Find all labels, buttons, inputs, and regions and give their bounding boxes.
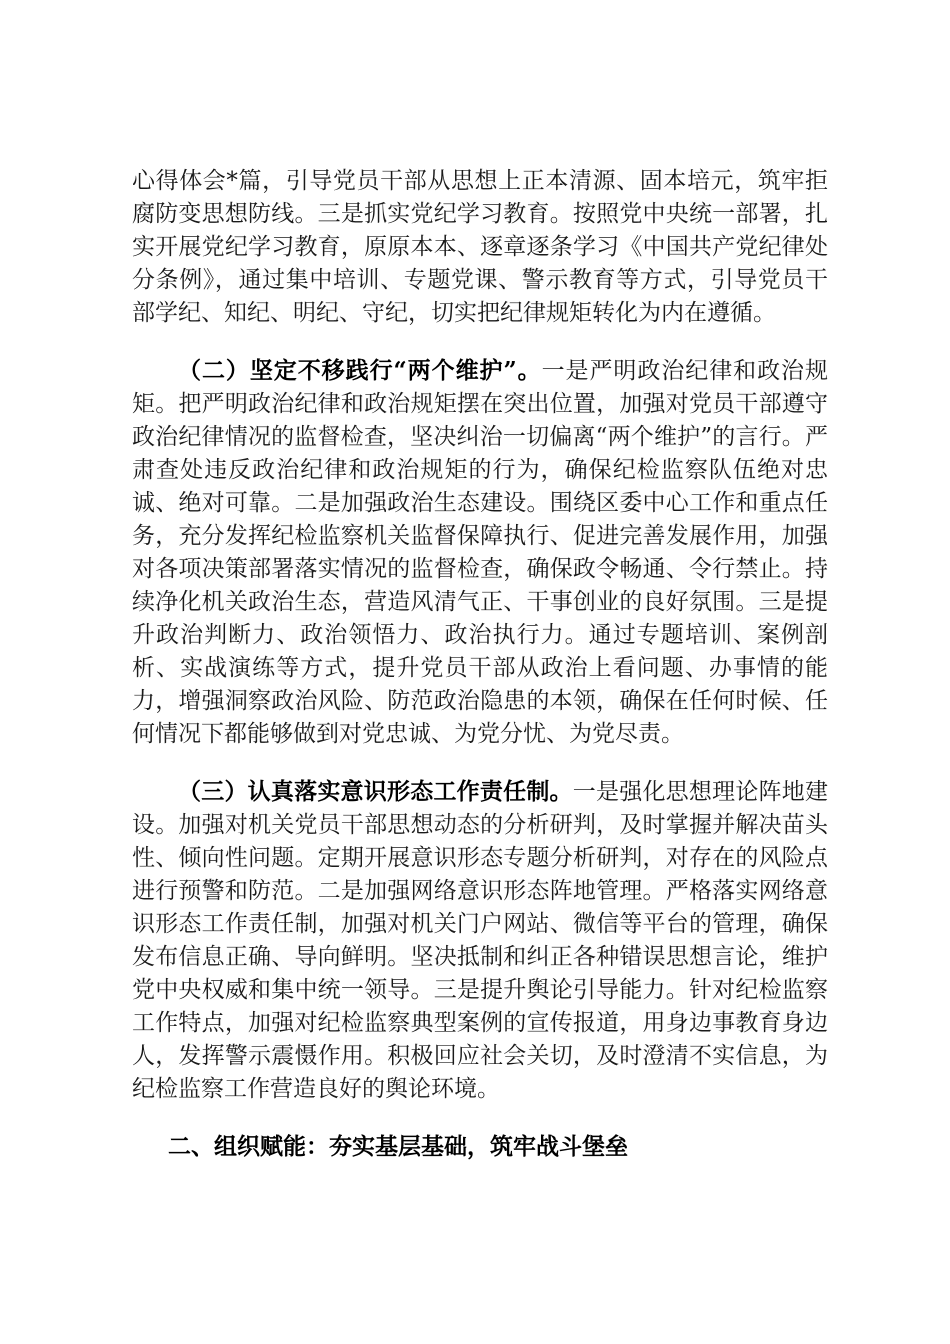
paragraph-text: 心得体会*篇，引导党员干部从思想上正本清源、固本培元，筑牢拒腐防变思想防线。三是抓实党纪学习教育。按照党中央统一部署，扎实开展党纪学习教育，原原本本、逐章逐条学习《中国共产党纪律处分条例》，通过集中培训、专题党课、警示教育等方式，引导党员干部学纪、知纪、明纪、守纪，切实把纪律规矩转化为内在遵循。 bbox=[132, 168, 828, 326]
paragraph-continuation bbox=[132, 165, 828, 330]
paragraph-gap bbox=[132, 330, 828, 354]
paragraph-lead-heading: （三）认真落实意识形态工作责任制。 bbox=[178, 778, 573, 805]
paragraph-ideology-responsibility bbox=[132, 775, 828, 1106]
paragraph-lead-heading: （二）坚定不移践行“两个维护”。 bbox=[178, 357, 542, 384]
paragraph-text: 一是强化思想理论阵地建设。加强对机关党员干部思想动态的分析研判，及时掌握并解决苗头性、倾向性问题。定期开展意识形态专题分析研判，对存在的风险点进行预警和防范。二是加强网络意识形态阵地管理。严格落实网络意识形态工作责任制，加强对机关门户网站、微信等平台的管理，确保发布信息正确、导向鲜明。坚决抵制和纠正各种错误思想言论，维护党中央权威和集中统一领导。三是提升舆论引导能力。针对纪检监察工作特点，加强对纪检监察典型案例的宣传报道，用身边事教育身边人，发挥警示震慑作用。积极回应社会关切，及时澄清不实信息，为纪检监察工作营造良好的舆论环境。 bbox=[132, 779, 829, 1102]
paragraph-gap bbox=[132, 1106, 828, 1130]
paragraph-two-safeguards bbox=[132, 354, 828, 751]
paragraph-gap bbox=[132, 751, 828, 775]
paragraph-text: 一是严明政治纪律和政治规矩。把严明政治纪律和政治规矩摆在突出位置，加强对党员干部遵守政治纪律情况的监督检查，坚决纠治一切偏离“两个维护”的言行。严肃查处违反政治纪律和政治规矩的行为，确保纪检监察队伍绝对忠诚、绝对可靠。二是加强政治生态建设。围绕区委中心工作和重点任务，充分发挥纪检监察机关监督保障执行、促进完善发展作用，加强对各项决策部署落实情况的监督检查，确保政令畅通、令行禁止。持续净化机关政治生态，营造风清气正、干事创业的良好氛围。三是提升政治判断力、政治领悟力、政治执行力。通过专题培训、案例剖析、实战演练等方式，提升党员干部从政治上看问题、办事情的能力，增强洞察政治风险、防范政治隐患的本领，确保在任何时候、任何情况下都能够做到对党忠诚、为党分忧、为党尽责。 bbox=[132, 358, 828, 747]
section-heading: 二、组织赋能：夯实基层基础，筑牢战斗堡垒 bbox=[168, 1133, 628, 1160]
document-body bbox=[132, 165, 828, 1163]
